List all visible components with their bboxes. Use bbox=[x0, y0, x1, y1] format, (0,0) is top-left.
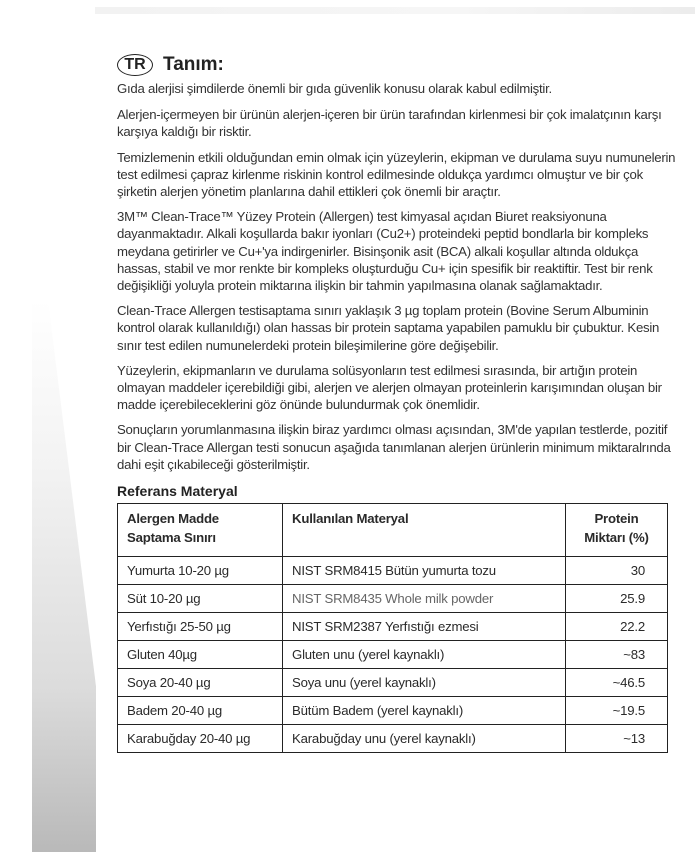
paragraph-7: Sonuçların yorumlanmasına ilişkin biraz yardımcı olması açısından, 3M'de yapılan testlerde, pozitif bir Clean-Trace Allergan testi sonucun aşağıda tanımlanan alerjen ürünlerin minimum miktaralrında dahi eşit çıkabileceği gösterilmiştir. bbox=[117, 422, 671, 472]
cell-allergen: Gluten 40µg bbox=[118, 641, 283, 669]
reference-table bbox=[117, 503, 668, 753]
column-header-material: Kullanılan Materyal bbox=[283, 504, 566, 557]
cell-material: NIST SRM2387 Yerfıstığı ezmesi bbox=[283, 613, 566, 641]
cell-allergen: Yerfıstığı 25-50 µg bbox=[118, 613, 283, 641]
table-row bbox=[118, 725, 668, 753]
scan-shadow bbox=[32, 300, 96, 852]
cell-material: NIST SRM8435 Whole milk powder bbox=[283, 585, 566, 613]
document-page bbox=[117, 52, 677, 753]
cell-protein: ~83 bbox=[565, 641, 667, 669]
cell-protein: 30 bbox=[565, 557, 667, 585]
cell-allergen: Badem 20-40 µg bbox=[118, 697, 283, 725]
paragraph-1: Gıda alerjisi şimdilerde önemli bir gıda güvenlik konusu olarak kabul edilmiştir. bbox=[117, 81, 552, 96]
paragraph-2: Alerjen-içermeyen bir ürünün alerjen-içeren bir ürün tarafından kirlenmesi bir çok imalatçının karşı karşıya kaldığı bir risktir. bbox=[117, 107, 662, 140]
language-badge: TR bbox=[117, 54, 153, 76]
table-row bbox=[118, 585, 668, 613]
table-row bbox=[118, 557, 668, 585]
cell-material: Gluten unu (yerel kaynaklı) bbox=[283, 641, 566, 669]
column-header-allergen: Alergen Madde Saptama Sınırı bbox=[118, 504, 283, 557]
cell-allergen: Süt 10-20 µg bbox=[118, 585, 283, 613]
paragraph-3: Temizlemenin etkili olduğundan emin olmak için yüzeylerin, ekipman ve durulama suyu numunelerin test edilmesi çapraz kirlenme riskinin kontrol edilmesinde oldukça yardımcı olmuştur ve bir çok şirketin alerjen yönetim planlarına dahil ettikleri çok önemli bir araçtır. bbox=[117, 149, 676, 200]
table-row bbox=[118, 641, 668, 669]
table-row bbox=[118, 697, 668, 725]
section-heading bbox=[117, 52, 677, 78]
cell-protein: 25.9 bbox=[565, 585, 667, 613]
reference-title: Referans Materyal bbox=[117, 483, 238, 500]
cell-protein: ~19.5 bbox=[565, 697, 667, 725]
cell-material: Bütüm Badem (yerel kaynaklı) bbox=[283, 697, 566, 725]
cell-material: Soya unu (yerel kaynaklı) bbox=[283, 669, 566, 697]
cell-protein: ~46.5 bbox=[565, 669, 667, 697]
column-header-protein: Protein Miktarı (%) bbox=[565, 504, 667, 557]
cell-protein: 22.2 bbox=[565, 613, 667, 641]
paragraph-5: Clean-Trace Allergen testisaptama sınırı yaklaşık 3 µg toplam protein (Bovine Serum Albuminin kontrol olarak kullanıldığı) olan hassas bir protein saptama yapabilen pamuklu bir çubuktur. Kesin sınır test edilen numunelerdeki protein bileşimilerine göre değişebilir. bbox=[117, 303, 660, 353]
cell-material: NIST SRM8415 Bütün yumurta tozu bbox=[283, 557, 566, 585]
cell-protein: ~13 bbox=[565, 725, 667, 753]
scan-top-edge bbox=[95, 7, 695, 14]
table-header-row bbox=[118, 504, 668, 557]
cell-allergen: Karabuğday 20-40 µg bbox=[118, 725, 283, 753]
table-row bbox=[118, 669, 668, 697]
cell-allergen: Soya 20-40 µg bbox=[118, 669, 283, 697]
section-title: Tanım: bbox=[163, 54, 224, 75]
paragraph-4: 3M™ Clean-Trace™ Yüzey Protein (Allergen) test kimyasal açıdan Biuret reaksiyonuna dayanmaktadır. Alkali koşullarda bakır iyonları (Cu2+) proteindeki peptid bondlarla bir kompleks meydana getirirler ve Cu+'ya indirgenirler. Bisinşonik asit (BCA) alkali koşullar altında oldukça hassas, stabil ve mor renkte bir kompleks oluşturduğu Cu+ için spesifik bir reaktiftir. Test bir renk değişikliği yoluyla protein miktarına ilişkin bir tahmin yapılmasına olanak sağlamaktadır. bbox=[117, 209, 653, 294]
cell-material: Karabuğday unu (yerel kaynaklı) bbox=[283, 725, 566, 753]
cell-allergen: Yumurta 10-20 µg bbox=[118, 557, 283, 585]
paragraph-6: Yüzeylerin, ekipmanların ve durulama solüsyonların test edilmesi sırasında, bir artığın protein olmayan maddeler içerebildiği gibi, alerjen ve alerjen olmayan proteinlerin karışımından oluşan bir madde içerebileceklerini göz önünde bulundurmak çok önemlidir. bbox=[117, 362, 662, 413]
table-row bbox=[118, 613, 668, 641]
